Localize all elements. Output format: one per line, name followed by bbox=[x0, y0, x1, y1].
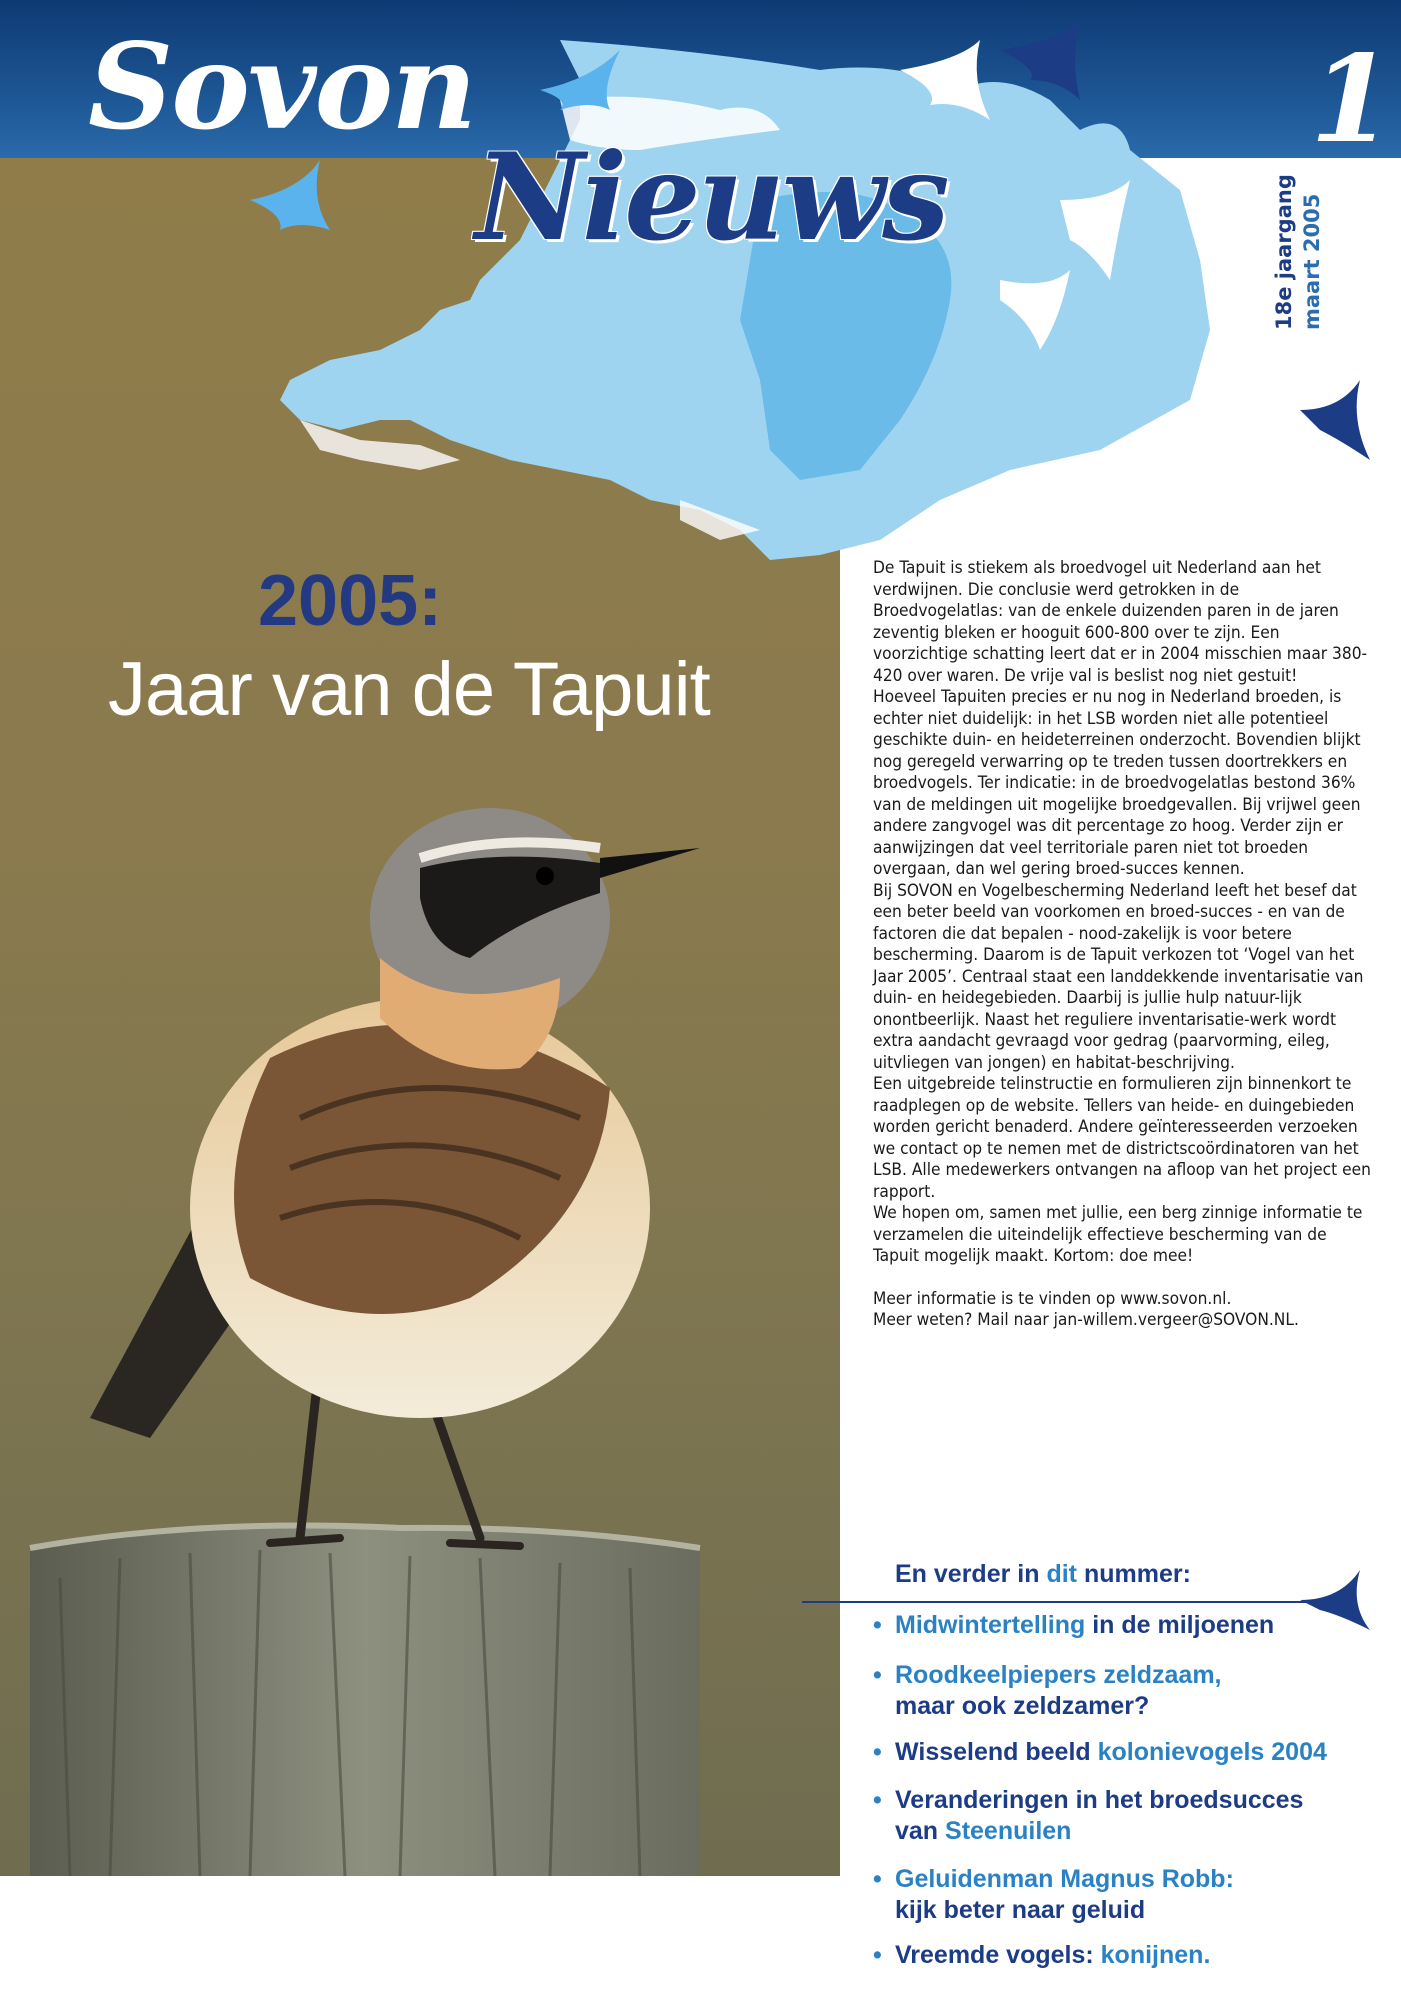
toc-heading-part: nummer: bbox=[1077, 1560, 1191, 1588]
issue-date: maart 2005 bbox=[1300, 193, 1324, 330]
brand-nieuws: Nieuws bbox=[475, 127, 947, 268]
toc-item: • Wisselend beeld kolonievogels 2004 bbox=[873, 1738, 1327, 1766]
toc-item: • Roodkeelpiepers zeldzaam, maar ook zeldzamer? bbox=[873, 1661, 1222, 1720]
article-body bbox=[873, 558, 1373, 1332]
article-paragraph: Een uitgebreide telinstructie en formulieren zijn binnenkort te raadplegen op de website. Tellers van heide- en duingebieden worden gericht benaderd. Andere geïnteresseerden verzoeken we contact op te nemen met de districtscoördinatoren van het LSB. Alle medewerkers ontvangen na afloop van het project een rapport. bbox=[873, 1074, 1371, 1202]
issue-meta bbox=[1270, 174, 1340, 330]
toc-item: • Veranderingen in het broedsucces van Steenuilen bbox=[873, 1786, 1304, 1845]
article-paragraph: De Tapuit is stiekem als broedvogel uit Nederland aan het verdwijnen. Die conclusie werd getrokken in de Broedvogelatlas: van de enkele duizenden paren in de jaren zeventig bleken er hooguit 600-800 over te zijn. Een voorzichtige schatting leert dat er in 2004 misschien maar 380-420 over waren. De vrije val is beslist nog niet gestuit! bbox=[873, 558, 1368, 686]
brand-sovon: Sovon bbox=[88, 17, 475, 156]
article-paragraph: Hoeveel Tapuiten precies er nu nog in Nederland broeden, is echter niet duidelijk: in het LSB worden niet alle potentieel geschikte duin- en heideterreinen onderzocht. Bovendien blijkt nog geregeld verwarring op te treden tussen doortrekkers en broedvogels. Ter indicatie: in de broedvogelatlas bestond 36% van de meldingen uit mogelijke broedgevallen. Bij vrijwel geen andere zangvogel was dit percentage zo hoog. Verder zijn er aanwijzingen dat veel territoriale paren niet tot broeden overgaan, dan wel gering broed-succes kennen. bbox=[873, 687, 1361, 879]
swallow-icon-left bbox=[250, 160, 330, 230]
issue-number: 1 bbox=[1310, 29, 1394, 170]
contact-line: Meer weten? Mail naar jan-willem.vergeer@SOVON.NL. bbox=[873, 1310, 1299, 1330]
toc-item: • Midwintertelling in de miljoenen bbox=[873, 1611, 1275, 1639]
headline-year: 2005: bbox=[258, 561, 443, 641]
toc-heading bbox=[895, 1560, 1191, 1589]
toc-item: • Vreemde vogels: konijnen. bbox=[873, 1941, 1211, 1969]
volume-label: 18e jaargang bbox=[1272, 174, 1296, 330]
contact-line: Meer informatie is te vinden op www.sovon.nl. bbox=[873, 1288, 1232, 1309]
toc-heading-highlight: dit bbox=[1046, 1560, 1077, 1588]
article-paragraph: We hopen om, samen met jullie, een berg zinnige informatie te verzamelen die uiteindelijk effectieve bescherming van de Tapuit mogelijk maakt. Kortom: doe mee! bbox=[873, 1203, 1363, 1266]
article-paragraph: Bij SOVON en Vogelbescherming Nederland leeft het besef dat een beter beeld van voorkomen en broed-succes - en van de factoren die dat bepalen - nood-zakelijk is voor betere bescherming. Daarom is de Tapuit verkozen tot ‘Vogel van het Jaar 2005’. Centraal staat een landdekkende inventarisatie van duin- en heidegebieden. Daarbij is jullie hulp natuur-lijk onontbeerlijk. Naast het reguliere inventarisatie-werk wordt extra aandacht gevraagd voor gedrag (paarvorming, eileg, uitvliegen van jongen) en habitat-beschrijving. bbox=[873, 880, 1364, 1073]
toc-item: • Geluidenman Magnus Robb: kijk beter naar geluid bbox=[873, 1865, 1234, 1924]
headline-title: Jaar van de Tapuit bbox=[108, 647, 710, 732]
toc-divider bbox=[802, 1601, 1342, 1603]
toc-heading-part: En verder in bbox=[895, 1560, 1047, 1588]
